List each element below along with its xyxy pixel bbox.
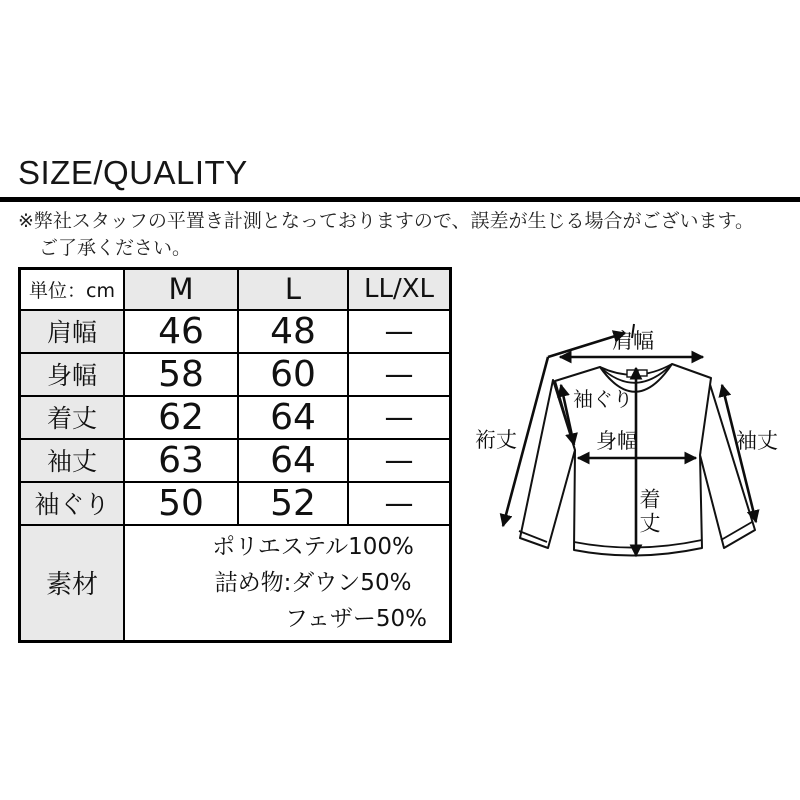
body-width-label: 身幅 [596,429,638,453]
value-cell: 50 [124,482,238,525]
value-cell: — [348,353,451,396]
table-row-body-length [20,396,451,439]
row-label: 袖ぐり [20,482,125,525]
collar-tag [638,370,647,376]
value-cell: — [348,482,451,525]
unit-header-cell: 単位：cm [20,269,125,310]
value-cell: — [348,439,451,482]
column-header-llxl: LL/XL [348,269,451,310]
value-cell: 64 [238,396,348,439]
material-line: 詰め物:ダウン50% [214,569,412,596]
table-row-sleeve-length [20,439,451,482]
value-cell: — [348,310,451,353]
value-cell: 46 [124,310,238,353]
page-title: SIZE/QUALITY [18,154,248,191]
value-cell: 58 [124,353,238,396]
value-cell: 60 [238,353,348,396]
measurement-note [18,208,793,262]
column-header-l: L [238,269,348,310]
material-line: フェザー50% [285,605,427,632]
material-label: 素材 [20,525,125,642]
title-underline [0,197,800,202]
value-cell: — [348,396,451,439]
row-label: 着丈 [20,396,125,439]
garment-measurement-diagram [460,300,800,600]
table-header-row [20,269,451,310]
row-label: 袖丈 [20,439,125,482]
table-row-material [20,525,451,642]
material-line: ポリエステル100% [212,533,414,560]
measurement-note-line2: ご了承ください。 [39,237,192,259]
sleeve-length-label: 袖丈 [736,429,778,453]
table-row-armhole [20,482,451,525]
armhole-label: 袖ぐり [573,387,633,411]
value-cell: 48 [238,310,348,353]
value-cell: 52 [238,482,348,525]
value-cell: 62 [124,396,238,439]
body-length-label: 着丈 [637,488,661,536]
value-cell: 63 [124,439,238,482]
column-header-m: M [124,269,238,310]
table-row-shoulder-width [20,310,451,353]
table-row-body-width [20,353,451,396]
size-table [18,267,452,643]
measurement-note-line1: ※弊社スタッフの平置き計測となっておりますので、誤差が生じる場合がございます。 [18,210,755,232]
sleeve-from-center-back-label: 裄丈 [475,428,517,452]
row-label: 肩幅 [20,310,125,353]
row-label: 身幅 [20,353,125,396]
material-cell [124,525,451,642]
shoulder-width-label: 肩幅 [612,329,654,353]
value-cell: 64 [238,439,348,482]
